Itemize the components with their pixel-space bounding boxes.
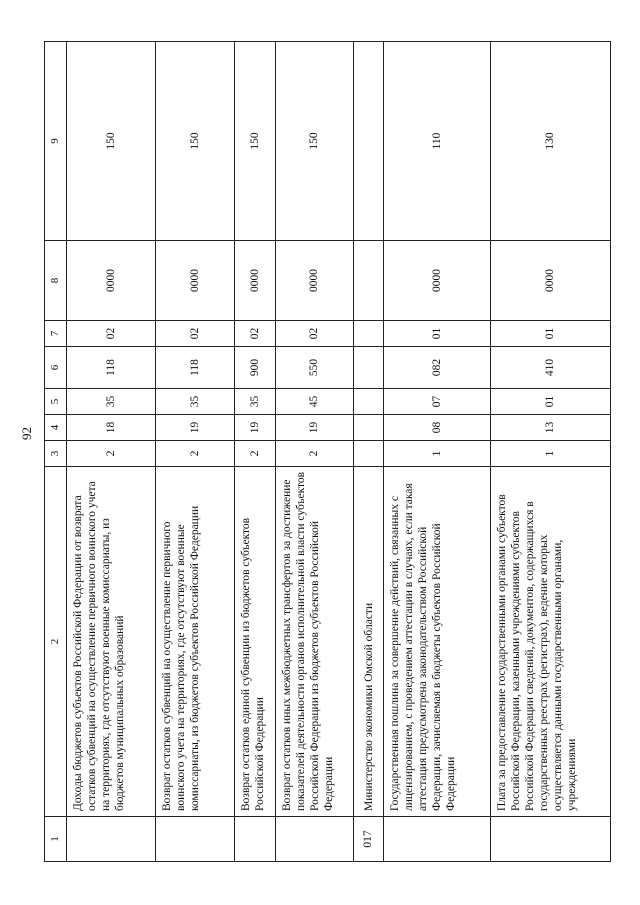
revenue-name-cell: Плата за предоставление государственными органами субъектов Российской Федерации, казенными учреждениями субъектов Российской Федерации сведений, документов, содержащихся в государственных реестрах (регистрах), ведение которых осуществляется данными государственными органами, учреждениями: [491, 467, 611, 817]
code-cell: 550: [276, 347, 354, 389]
column-header: 4: [45, 415, 67, 441]
revenue-name-cell: Возврат остатков субвенций на осуществление первичного воинского учета на территориях, где отсутствуют военные комиссариаты, из бюджетов субъектов Российской Федерации: [156, 467, 235, 817]
table-row: [276, 42, 354, 862]
table-row: [67, 42, 156, 862]
column-header: 2: [45, 467, 67, 817]
code-cell: 02: [276, 321, 354, 347]
code-cell: 150: [156, 42, 235, 241]
code-cell: 0000: [67, 241, 156, 321]
code-cell: 19: [276, 415, 354, 441]
column-number-header: [45, 42, 67, 862]
code-cell: 0000: [491, 241, 611, 321]
code-cell: [354, 42, 384, 241]
code-cell: 0000: [156, 241, 235, 321]
code-cell: 410: [491, 347, 611, 389]
column-header: 3: [45, 441, 67, 467]
code-cell: 13: [491, 415, 611, 441]
admin-code-cell: 017: [354, 817, 384, 862]
code-cell: 02: [235, 321, 276, 347]
code-cell: 18: [67, 415, 156, 441]
code-cell: 0000: [276, 241, 354, 321]
column-header: 8: [45, 241, 67, 321]
code-cell: 118: [156, 347, 235, 389]
code-cell: 130: [491, 42, 611, 241]
revenue-classification-table: [44, 41, 611, 862]
code-cell: 150: [67, 42, 156, 241]
code-cell: 01: [384, 321, 491, 347]
column-header: 6: [45, 347, 67, 389]
code-cell: 08: [384, 415, 491, 441]
table-row: [491, 42, 611, 862]
code-cell: 35: [156, 389, 235, 415]
code-cell: 19: [235, 415, 276, 441]
rotated-table-container: [44, 42, 610, 862]
revenue-name-cell: Государственная пошлина за совершение действий, связанных с лицензированием, с проведением аттестации в случаях, если такая аттестация предусмотрена законодательством Российской Федерации, зачисляемая в бюджеты субъектов Российской Федерации: [384, 467, 491, 817]
table-row: [384, 42, 491, 862]
code-cell: [354, 241, 384, 321]
column-header: 1: [45, 817, 67, 862]
code-cell: 0000: [235, 241, 276, 321]
code-cell: 1: [384, 441, 491, 467]
code-cell: 02: [156, 321, 235, 347]
code-cell: 2: [67, 441, 156, 467]
code-cell: [354, 321, 384, 347]
code-cell: [354, 389, 384, 415]
code-cell: 150: [276, 42, 354, 241]
code-cell: 900: [235, 347, 276, 389]
code-cell: 35: [67, 389, 156, 415]
table-row: [156, 42, 235, 862]
code-cell: [354, 415, 384, 441]
ministry-name-cell: Министерство экономики Омской области: [354, 467, 384, 817]
code-cell: 118: [67, 347, 156, 389]
column-header: 5: [45, 389, 67, 415]
code-cell: 2: [276, 441, 354, 467]
admin-code-cell: [156, 817, 235, 862]
page-number: 92: [19, 427, 34, 440]
column-header: 7: [45, 321, 67, 347]
ministry-row: [354, 42, 384, 862]
code-cell: 2: [235, 441, 276, 467]
code-cell: 2: [156, 441, 235, 467]
admin-code-cell: [67, 817, 156, 862]
revenue-name-cell: Возврат остатков единой субвенции из бюджетов субъектов Российской Федерации: [235, 467, 276, 817]
code-cell: 45: [276, 389, 354, 415]
code-cell: [354, 347, 384, 389]
table-row: [235, 42, 276, 862]
code-cell: 150: [235, 42, 276, 241]
admin-code-cell: [384, 817, 491, 862]
code-cell: 1: [491, 441, 611, 467]
code-cell: 110: [384, 42, 491, 241]
admin-code-cell: [276, 817, 354, 862]
code-cell: [354, 441, 384, 467]
code-cell: 01: [491, 389, 611, 415]
code-cell: 19: [156, 415, 235, 441]
revenue-name-cell: Возврат остатков иных межбюджетных трансфертов за достижение показателей деятельности органов исполнительной власти субъектов Российской Федерации из бюджетов субъектов Российской Федерации: [276, 467, 354, 817]
code-cell: 01: [491, 321, 611, 347]
code-cell: 082: [384, 347, 491, 389]
code-cell: 0000: [384, 241, 491, 321]
admin-code-cell: [235, 817, 276, 862]
code-cell: 35: [235, 389, 276, 415]
revenue-name-cell: Доходы бюджетов субъектов Российской Федерации от возврата остатков субвенций на осуществление первичного воинского учета на территориях, где отсутствуют военные комиссариаты, из бюджетов муниципальных образований: [67, 467, 156, 817]
code-cell: 07: [384, 389, 491, 415]
admin-code-cell: [491, 817, 611, 862]
code-cell: 02: [67, 321, 156, 347]
column-header: 9: [45, 42, 67, 241]
